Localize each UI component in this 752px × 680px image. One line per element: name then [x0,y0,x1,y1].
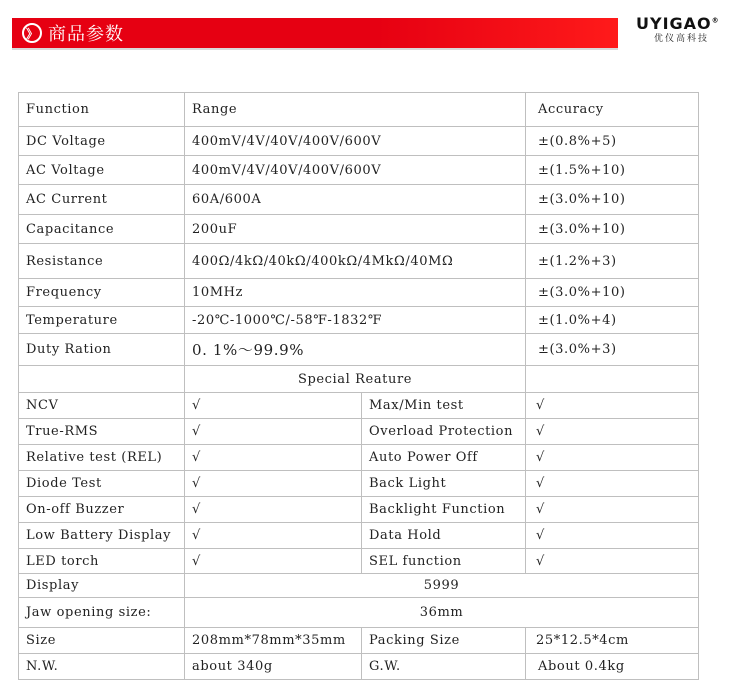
row-function: AC Current [19,185,185,215]
row-range: 10MHz [185,279,526,307]
header-function: Function [19,93,185,127]
section-header-bar [12,18,618,48]
check-mark-icon: √ [526,497,699,523]
table-row [19,156,699,185]
row-accuracy: ±(1.2%+3) [526,244,699,279]
display-row [19,574,699,598]
row-range: 200uF [185,215,526,244]
table-row [19,215,699,244]
row-accuracy: ±(0.8%+5) [526,127,699,156]
check-mark-icon: √ [526,549,699,574]
header-divider [12,48,618,50]
check-mark-icon: √ [526,393,699,419]
feature-row [19,523,699,549]
spec-header-row [19,93,699,127]
check-mark-icon: √ [185,497,362,523]
row-accuracy: ±(3.0%+3) [526,334,699,366]
brand-subtitle: 优仪高科技 [654,34,710,44]
check-mark-icon: √ [185,549,362,574]
table-row [19,127,699,156]
brand-logo [636,14,736,50]
check-mark-icon: √ [185,445,362,471]
feature-left: LED torch [19,549,185,574]
packing-label: Packing Size [362,628,526,654]
feature-left: Diode Test [19,471,185,497]
row-range: -20℃-1000℃/-58℉-1832℉ [185,307,526,334]
size-label: Size [19,628,185,654]
check-mark-icon: √ [526,523,699,549]
row-accuracy: ±(1.0%+4) [526,307,699,334]
row-range: 400mV/4V/40V/400V/600V [185,127,526,156]
feature-left: NCV [19,393,185,419]
row-function: Frequency [19,279,185,307]
header-accuracy: Accuracy [526,93,699,127]
table-row [19,279,699,307]
row-accuracy: ±(1.5%+10) [526,156,699,185]
check-mark-icon: √ [526,445,699,471]
row-function: Capacitance [19,215,185,244]
registered-mark: ® [711,16,720,25]
check-mark-icon: √ [185,393,362,419]
feature-row [19,497,699,523]
row-accuracy: ±(3.0%+10) [526,185,699,215]
feature-left: On-off Buzzer [19,497,185,523]
feature-right: Auto Power Off [362,445,526,471]
check-mark-icon: √ [526,419,699,445]
feature-left: Relative test (REL) [19,445,185,471]
table-row [19,334,699,366]
double-chevron-icon: 》 [22,23,42,43]
row-range: 400mV/4V/40V/400V/600V [185,156,526,185]
feature-right: Backlight Function [362,497,526,523]
special-blank-left [19,366,185,393]
special-blank-right [526,366,699,393]
feature-row [19,445,699,471]
jaw-label: Jaw opening size: [19,598,185,628]
row-function: DC Voltage [19,127,185,156]
jaw-row [19,598,699,628]
feature-left: True-RMS [19,419,185,445]
special-title-row [19,366,699,393]
feature-right: Overload Protection [362,419,526,445]
size-value: 208mm*78mm*35mm [185,628,362,654]
gw-value: About 0.4kg [526,654,699,680]
display-value: 5999 [185,574,699,598]
check-mark-icon: √ [526,471,699,497]
feature-row [19,471,699,497]
feature-row [19,419,699,445]
table-row [19,244,699,279]
brand-name-text: UYIGAO [636,14,712,33]
row-function: Temperature [19,307,185,334]
row-function: Resistance [19,244,185,279]
row-range: 400Ω/4kΩ/40kΩ/400kΩ/4MkΩ/40MΩ [185,244,526,279]
spec-table [18,92,699,680]
feature-row [19,393,699,419]
nw-label: N.W. [19,654,185,680]
feature-row [19,549,699,574]
gw-label: G.W. [362,654,526,680]
feature-left: Low Battery Display [19,523,185,549]
feature-right: Data Hold [362,523,526,549]
table-row [19,307,699,334]
nw-value: about 340g [185,654,362,680]
section-title: 商品参数 [48,24,124,45]
feature-right: Back Light [362,471,526,497]
jaw-value: 36mm [185,598,699,628]
row-function: Duty Ration [19,334,185,366]
row-range: 0. 1%～99.9% [185,334,526,366]
feature-right: Max/Min test [362,393,526,419]
table-row [19,185,699,215]
check-mark-icon: √ [185,419,362,445]
row-range: 60A/600A [185,185,526,215]
packing-value: 25*12.5*4cm [526,628,699,654]
row-function: AC Voltage [19,156,185,185]
header-range: Range [185,93,526,127]
check-mark-icon: √ [185,471,362,497]
display-label: Display [19,574,185,598]
special-title: Special Reature [185,366,526,393]
feature-right: SEL function [362,549,526,574]
row-accuracy: ±(3.0%+10) [526,215,699,244]
row-accuracy: ±(3.0%+10) [526,279,699,307]
size-row [19,628,699,654]
check-mark-icon: √ [185,523,362,549]
